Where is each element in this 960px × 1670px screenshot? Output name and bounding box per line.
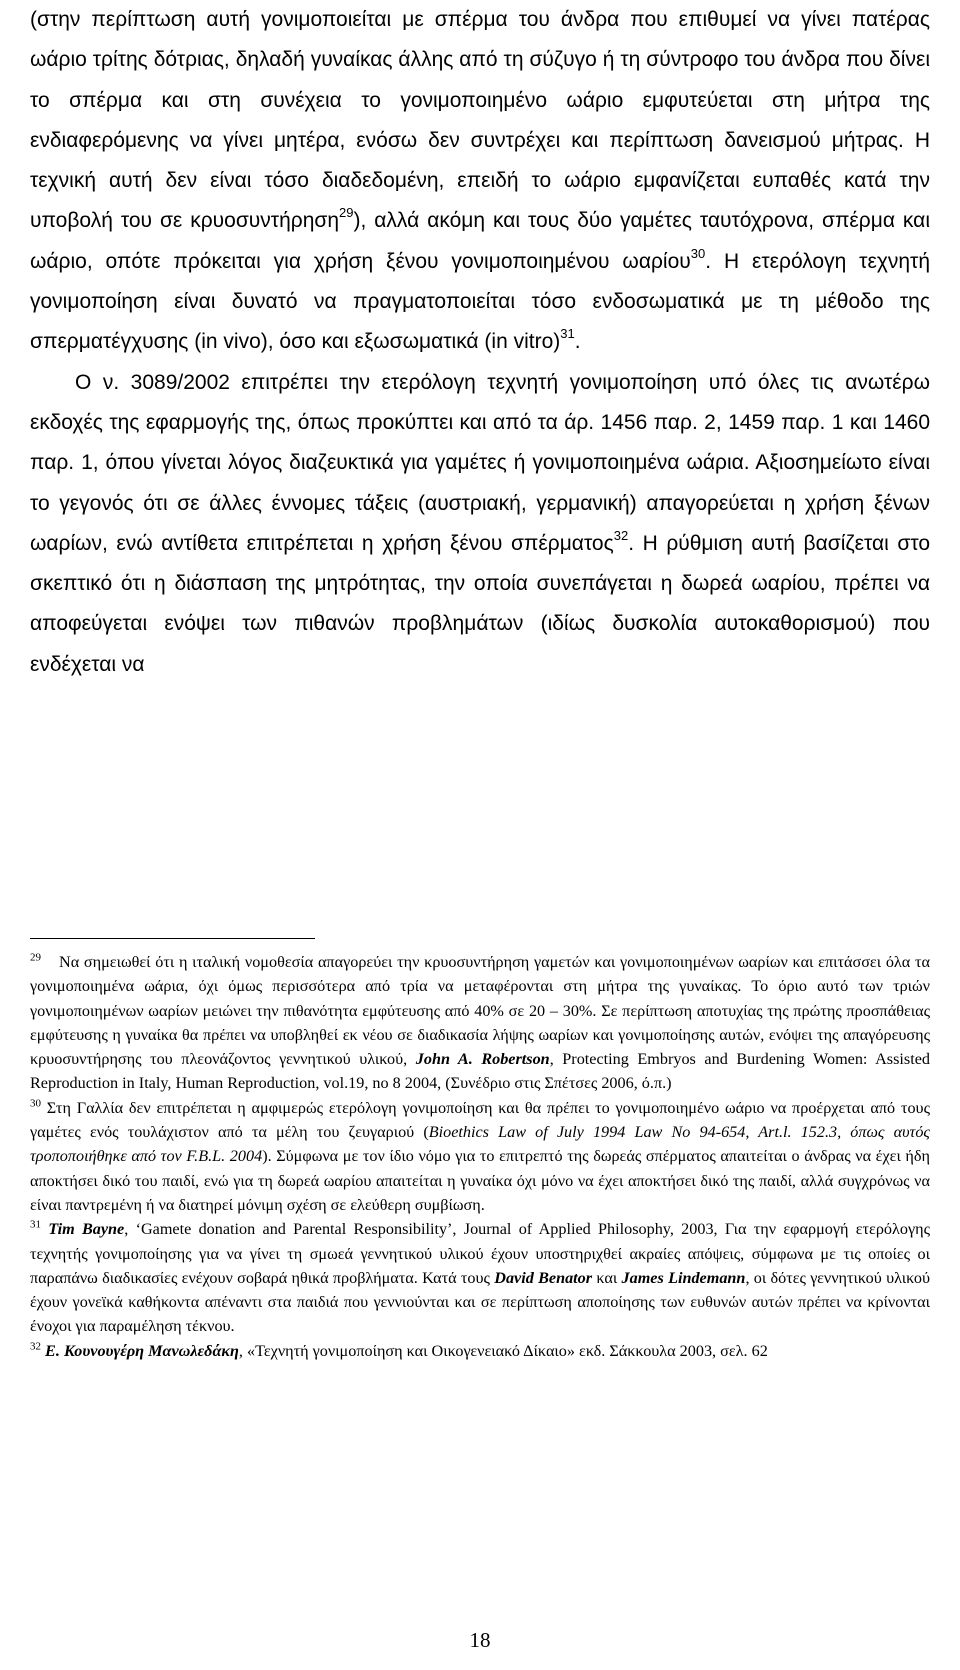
footnote-ref-30[interactable]: 30 — [690, 245, 706, 261]
footnote-31-author-3: James Lindemann — [621, 1268, 746, 1287]
footnote-ref-29[interactable]: 29 — [339, 205, 354, 221]
footnote-ref-31[interactable]: 31 — [560, 326, 575, 342]
footnote-32-author: Ε. Κουνουγέρη Μανωλεδάκη — [45, 1341, 239, 1360]
footnote-29 — [30, 950, 930, 1096]
paragraph-1-text-b: ), αλλά ακόμη και τους δύο γαμέτες ταυτόχρονα, σπέρμα και ωάριο, οπότε πρόκειται για χρήση ξένου γονιμοποιημένου ωαρίου — [30, 209, 930, 273]
footnote-31-author-2: David Benator — [494, 1268, 593, 1287]
footnote-30-text-b: ). Σύμφωνα με τον ίδιο νόμο για το επιτρεπτό της δωρεάς σπέρματος απαιτείται ο άνδρας να έχει ήδη αποκτήσει δικό του παιδί, ενώ για τη δωρεά ωαρίου απαιτείται η γυναίκα όχι μόνο να έχει αποκτήσει δικό της παιδί, αλλά συγχρόνως να είναι παντρεμένη ή να διατηρεί μόνιμη σχέση σε ελεύθερη συμβίωση. — [30, 1147, 930, 1214]
footnote-29-text-a: Να σημειωθεί ότι η ιταλική νομοθεσία απαγορεύει την κρυοσυντήρηση γαμετών και γονιμοποιημένων ωαρίων και επιτάσσει όλα τα γονιμοποιημένα ωάρια, όχι όμως περισσότερα από τρία να μεταφέρονται στη μήτρα της γυναίκας. Το όριο αυτό των τριών γονιμοποιημένων ωαρίων μειώνει την πιθανότητα εμφύτευσης από 40% σε 20 – 30%. Σε περίπτωση αποτυχίας της πρώτης προσπάθειας εμφύτευσης η γυναίκα θα πρέπει να υποβληθεί εκ νέου σε διαδικασία λήψης ωαρίων και γονιμοποίησης αυτών, ενόψει της απαγόρευσης κρυοσυντήρησης του πλεονάζοντος γεννητικού υλικού, — [30, 953, 930, 1069]
footnote-31-text-b: , οι δότες γεννητικού υλικού έχουν γονεϊκά καθήκοντα απέναντι στα παιδιά που γεννιούνται και σε περίπτωση αποποίησης των ευθυνών αυτών πρέπει να κρίνονται ένοχοι για παραμέληση τέκνου. — [30, 1268, 931, 1336]
paragraph-1-text-c: . Η ετερόλογη τεχνητή γονιμοποίηση είναι δυνατό να πραγματοποιείται τόσο ενδοσωματικά με τη μέθοδο της σπερματέγχυσης (in vivo), όσο και εξωσωματικά (in vitro) — [30, 249, 931, 354]
page-number: 18 — [469, 1628, 491, 1652]
footnote-31-conjunction: και — [592, 1268, 622, 1287]
paragraph-2 — [30, 363, 930, 685]
footnote-ref-32[interactable]: 32 — [613, 527, 629, 543]
footnote-29-author: John A. Robertson — [415, 1050, 550, 1069]
footnote-30-number: 30 — [30, 1097, 41, 1110]
footnotes — [30, 950, 930, 1363]
footnote-32-number: 32 — [30, 1340, 41, 1353]
paragraph-1-text-a: (στην περίπτωση αυτή γονιμοποιείται με σπέρμα του άνδρα που επιθυμεί να γίνει πατέρας ωάριο τρίτης δότριας, δηλαδή γυναίκας άλλης από τη σύζυγο ή τη σύντροφο του άνδρα που δίνει το σπέρμα και στη συνέχεια το γονιμοποιημένο ωάριο εμφυτεύεται στη μήτρα της ενδιαφερόμενης να γίνει μητέρα, ενόσω δεν συντρέχει και περίπτωση δανεισμού μήτρας. Η τεχνική αυτή δεν είναι τόσο διαδεδομένη, επειδή το ωάριο εμφανίζεται ευπαθές κατά την υποβολή του σε κρυοσυντήρηση — [30, 8, 930, 233]
footnote-31 — [30, 1217, 930, 1338]
footnote-separator — [30, 938, 315, 939]
footnote-30-text-a: Στη Γαλλία δεν επιτρέπεται η αμφιμερώς ετερόλογη γονιμοποίηση και θα πρέπει το γονιμοποιημένο ωάριο να προέρχεται από τους γαμέτες ενός τουλάχιστον από τα μέλη του ζευγαριού ( — [30, 1098, 930, 1142]
footnote-32 — [30, 1339, 930, 1363]
footnote-30-law-citation: Bioethics Law of July 1994 Law No 94-654, Art.l. 152.3, όπως αυτός τροποποιήθηκε από τον F.B.L. 2004 — [30, 1123, 930, 1166]
footnote-31-number: 31 — [30, 1218, 41, 1231]
main-text — [30, 0, 930, 685]
footnote-31-author: Tim Bayne — [48, 1220, 125, 1239]
footnote-31-text-a: , ‘Gamete donation and Parental Responsibility’, Journal of Applied Philosophy, 2003, Για την εφαρμογή ετερόλογης τεχνητής γονιμοποίησης για να γίνει τη σμωεά γεννητικού υλικού έχουν υποστηριχθεί ακραίες απόψεις, σύμφωνα με τις οποίες οι παραπάνω διαδικασίες ενέχουν σοβαρά ηθικά προβλήματα. Κατά τους — [30, 1220, 931, 1287]
paragraph-2-text-b: . Η ρύθμιση αυτή βασίζεται στο σκεπτικό ότι η διάσπαση της μητρότητας, την οποία συνεπάγεται η δωρεά ωαρίου, πρέπει να αποφεύγεται ενόψει των πιθανών προβλημάτων (ιδίως δυσκολία αυτοκαθορισμού) που ενδέχεται να — [30, 531, 930, 676]
paragraph-2-text-a: Ο ν. 3089/2002 επιτρέπει την ετερόλογη τεχνητή γονιμοποίηση υπό όλες τις ανωτέρω εκδοχές της εφαρμογής της, όπως προκύπτει και από τα άρ. 1456 παρ. 2, 1459 παρ. 1 και 1460 παρ. 1, όπου γίνεται λόγος διαζευκτικά για γαμέτες ή γονιμοποιημένα ωάρια. Αξιοσημείωτο είναι το γεγονός ότι σε άλλες έννομες τάξεις (αυστριακή, γερμανική) απαγορεύεται η χρήση ξένων ωαρίων, ενώ αντίθετα επιτρέπεται η χρήση ξένου σπέρματος — [30, 370, 930, 555]
footnote-29-text-b: , Protecting Embryos and Burdening Women: Assisted Reproduction in Italy, Human Reproduction, vol.19, no 8 2004, (Συνέδριο στις Σπέτσες 2006, ό.π.) — [30, 1050, 930, 1093]
footnote-32-text: , «Τεχνητή γονιμοποίηση και Οικογενειακό Δίκαιο» εκδ. Σάκκουλα 2003, σελ. 62 — [238, 1341, 768, 1360]
paragraph-1 — [30, 0, 930, 363]
footnote-29-number: 29 — [30, 951, 41, 964]
footnote-30 — [30, 1096, 930, 1217]
paragraph-1-text-d: . — [574, 330, 581, 354]
